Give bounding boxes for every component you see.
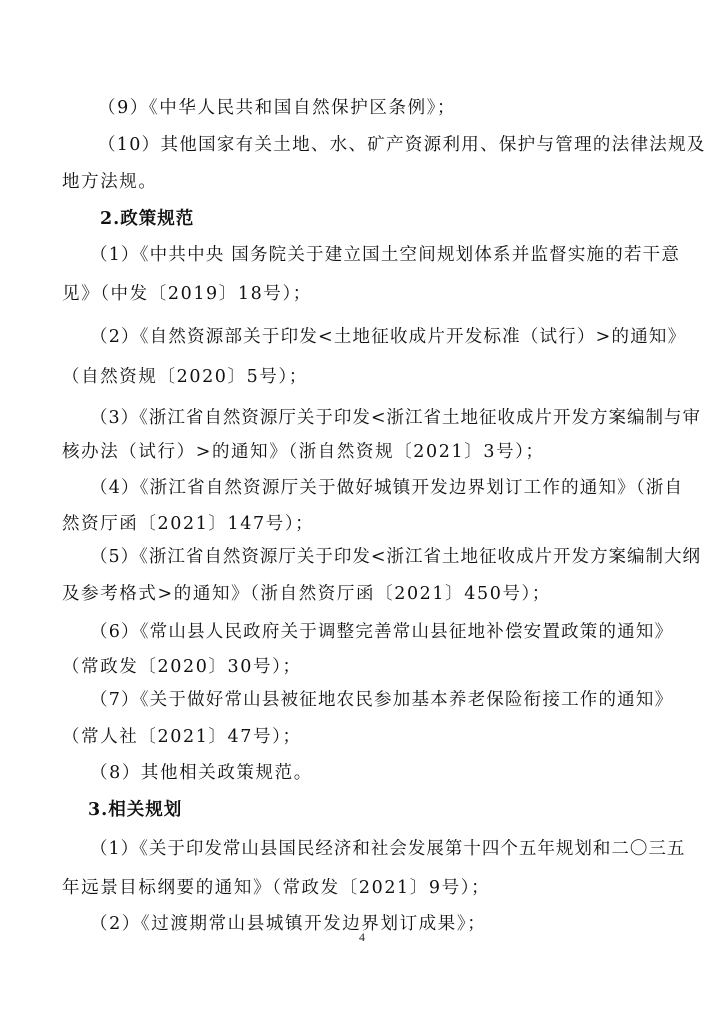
section-heading: 2.政策规范 <box>100 209 195 229</box>
text-line: （1）《中共中央 国务院关于建立国土空间规划体系并监督实施的若干意 <box>90 245 681 265</box>
text-line: （3）《浙江省自然资源厅关于印发<浙江省土地征收成片开发方案编制与审 <box>90 408 702 428</box>
text-line: （常人社〔2021〕47号）； <box>62 727 302 747</box>
text-line: （10）其他国家有关土地、水、矿产资源利用、保护与管理的法律法规及 <box>98 135 706 155</box>
text-line: （2）《自然资源部关于印发<土地征收成片开发标准（试行）>的通知》 <box>90 327 687 347</box>
text-line: （2）《过渡期常山县城镇开发边界划订成果》； <box>90 914 487 934</box>
text-line: 然资厅函〔2021〕147号）； <box>62 514 315 534</box>
text-line: 见》（中发〔2019〕18号）； <box>62 284 312 304</box>
section-heading: 3.相关规划 <box>88 800 183 820</box>
text-line: （1）《关于印发常山县国民经济和社会发展第十四个五年规划和二〇三五 <box>90 839 686 859</box>
text-line: 核办法（试行）>的通知》（浙自然资规〔2021〕3号）； <box>62 442 545 462</box>
text-line: （自然资规〔2020〕5号）； <box>62 367 308 387</box>
text-line: 地方法规。 <box>62 172 158 192</box>
page-number: 4 <box>359 930 365 944</box>
text-line: （7）《关于做好常山县被征地农民参加基本养老保险衔接工作的通知》 <box>90 690 674 710</box>
text-line: （9）《中华人民共和国自然保护区条例》； <box>98 98 457 118</box>
text-line: （8）其他相关政策规范。 <box>90 763 313 783</box>
text-line: （4）《浙江省自然资源厅关于做好城镇开发边界划订工作的通知》（浙自 <box>90 478 684 498</box>
text-line: （5）《浙江省自然资源厅关于印发<浙江省土地征收成片开发方案编制大纲 <box>90 547 702 567</box>
text-line: （常政发〔2020〕30号）； <box>62 657 302 677</box>
text-line: 及参考格式>的通知》（浙自然资厅函〔2021〕450号）； <box>62 584 551 604</box>
text-line: 年远景目标纲要的通知》（常政发〔2021〕9号）； <box>62 878 491 898</box>
text-line: （6）《常山县人民政府关于调整完善常山县征地补偿安置政策的通知》 <box>90 622 674 642</box>
